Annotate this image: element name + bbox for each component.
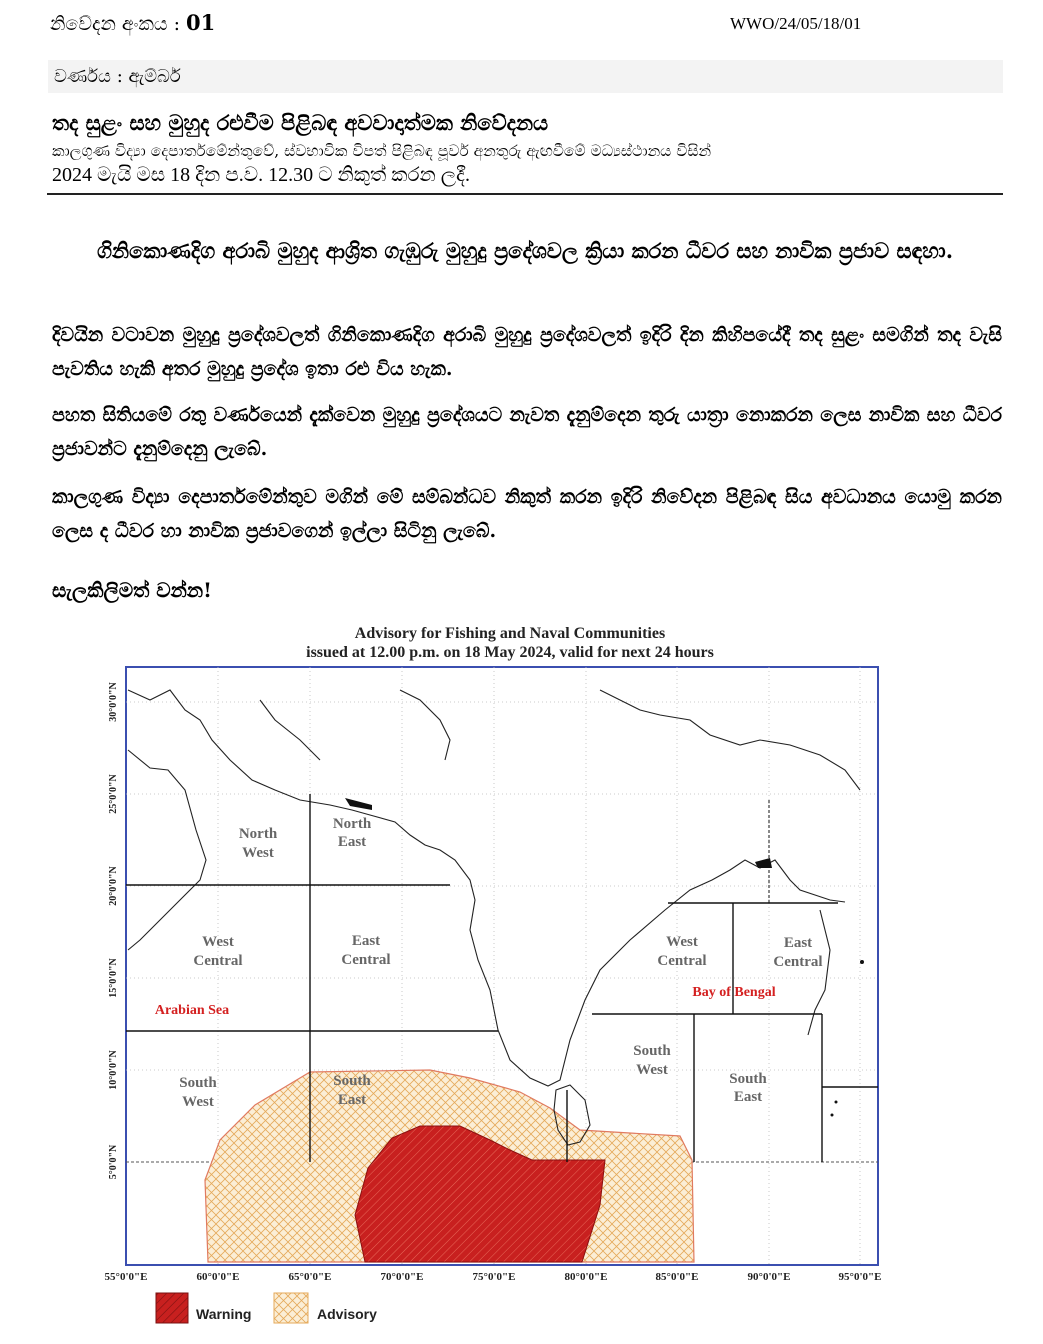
- map-title-line-1: Advisory for Fishing and Naval Communities: [354, 625, 666, 642]
- lon-tick-label: 85°0'0"E: [655, 1271, 699, 1283]
- longitude-axis: [105, 1271, 882, 1283]
- legend-advisory-swatch: [274, 1293, 308, 1323]
- lon-tick-label: 70°0'0"E: [380, 1271, 424, 1283]
- notice-title: තද සුළං සහ මුහුද රළුවීම පිළිබඳ අවවාදාත්මක නිවේදනය: [52, 110, 549, 135]
- legend-warning-label: Warning: [196, 1306, 252, 1322]
- zone-as-west-central-1: West: [202, 934, 234, 950]
- arabian-sea-label: Arabian Sea: [154, 1003, 230, 1018]
- zone-as-south-west-2: West: [182, 1094, 214, 1110]
- lon-tick-label: 60°0'0"E: [196, 1271, 240, 1283]
- lat-tick-label: 30°0'0"N: [108, 682, 119, 722]
- lon-tick-label: 55°0'0"E: [104, 1271, 148, 1283]
- zone-as-north-east-1: North: [332, 816, 372, 832]
- lon-tick-label: 80°0'0"E: [564, 1271, 608, 1283]
- zone-bb-south-east-1: South: [729, 1071, 767, 1087]
- lon-tick-label: 65°0'0"E: [288, 1271, 332, 1283]
- zone-bb-east-central-1: East: [783, 935, 813, 951]
- lat-tick-label: 20°0'0"N: [108, 866, 119, 906]
- lon-tick-label: 95°0'0"E: [838, 1271, 882, 1283]
- zone-as-north-west-1: North: [238, 826, 278, 842]
- lat-tick-label: 25°0'0"N: [108, 774, 119, 814]
- zone-bb-west-central-2: Central: [657, 953, 707, 969]
- legend-advisory-label: Advisory: [317, 1306, 377, 1322]
- zone-as-north-east-2: East: [337, 834, 367, 850]
- legend-warning-swatch: [156, 1293, 188, 1323]
- lat-tick-label: 5°0'0"N: [108, 1144, 119, 1180]
- zone-bb-south-east-2: East: [733, 1089, 763, 1105]
- zone-bb-east-central-2: Central: [773, 954, 823, 970]
- caution-text: සැලකිලිමත් වන්න!: [52, 578, 212, 602]
- latitude-axis: [108, 681, 119, 1179]
- zone-as-east-central-1: East: [351, 933, 381, 949]
- lon-tick-label: 90°0'0"E: [747, 1271, 791, 1283]
- zone-bb-south-west-1: South: [633, 1043, 671, 1059]
- zone-bb-west-central-1: West: [666, 934, 698, 950]
- lat-tick-label: 10°0'0"N: [108, 1050, 119, 1090]
- map-title-line-2: issued at 12.00 p.m. on 18 May 2024, valid for next 24 hours: [306, 644, 714, 661]
- paragraph-3: කාලගුණ විද්‍යා දෙපාර්තමේන්තුව මගින් මේ සම්බන්ධව නිකුත් කරන ඉදිරි නිවේදන පිළිබඳ සිය අවධානය යොමු කරන ලෙස ද ධීවර හා නාවික ප්‍රජාවගෙන් ඉල්ලා සිටිනු ලැබේ.: [52, 486, 1002, 542]
- zone-as-west-central-2: Central: [193, 953, 243, 969]
- paragraph-2: පහත සිතියමේ රතු වර්ණයෙන් දැක්වෙන මුහුදු ප්‍රදේශයට නැවත දැනුම්දෙන තුරු යාත්‍රා නොකරන ලෙස නාවික සහ ධීවර ප්‍රජාවන්ට දැනුම්දෙනු ලැබේ.: [52, 404, 1002, 460]
- notice-label: නිවේදන අංකය :: [50, 13, 180, 35]
- issued-time: 2024 මැයි මස 18 දින ප.ව. 12.30 ට නිකුත් කරන ලදී.: [52, 164, 470, 186]
- paragraph-1: දිවයින වටාවන මුහුදු ප්‍රදේශවලත් ගිනිකොණදිග අරාබි මුහුදු ප්‍රදේශවලත් ඉදිරි දින කිහිපයේදී තද සුළං සමගින් තද වැසි පැවතිය හැකි අතර මුහුදු ප්‍රදේශ ඉතා රළු විය හැක.: [52, 324, 1002, 380]
- color-level: වර්ණය : ඇම්බර්: [54, 66, 181, 87]
- zone-as-south-west-1: South: [179, 1075, 217, 1091]
- lon-tick-label: 75°0'0"E: [472, 1271, 516, 1283]
- zone-as-south-east-2: East: [337, 1092, 367, 1108]
- bay-of-bengal-label: Bay of Bengal: [692, 985, 776, 1000]
- zone-bb-south-west-2: West: [636, 1062, 668, 1078]
- notice-no: 01: [186, 10, 216, 35]
- zone-as-north-west-2: West: [242, 845, 274, 861]
- lat-tick-label: 15°0'0"N: [108, 958, 119, 998]
- reference-code: WWO/24/05/18/01: [730, 14, 862, 33]
- audience-heading: ගිනිකොණදිග අරාබි මුහුද ආශ්‍රිත ගැඹුරු මුහුදු ප්‍රදේශවල ක්‍රියා කරන ධීවර සහ නාවික ප්‍රජාව සඳහා.: [96, 238, 954, 263]
- zone-as-east-central-2: Central: [341, 952, 391, 968]
- issuer-line: කාලගුණ විද්‍යා දෙපාර්තමේන්තුවේ, ස්වභාවික විපත් පිළිබඳ පූර්ව අනතුරු ඇඟවීමේ මධ්‍යස්ථානය විසින්: [52, 142, 712, 160]
- zone-as-south-east-1: South: [333, 1073, 371, 1089]
